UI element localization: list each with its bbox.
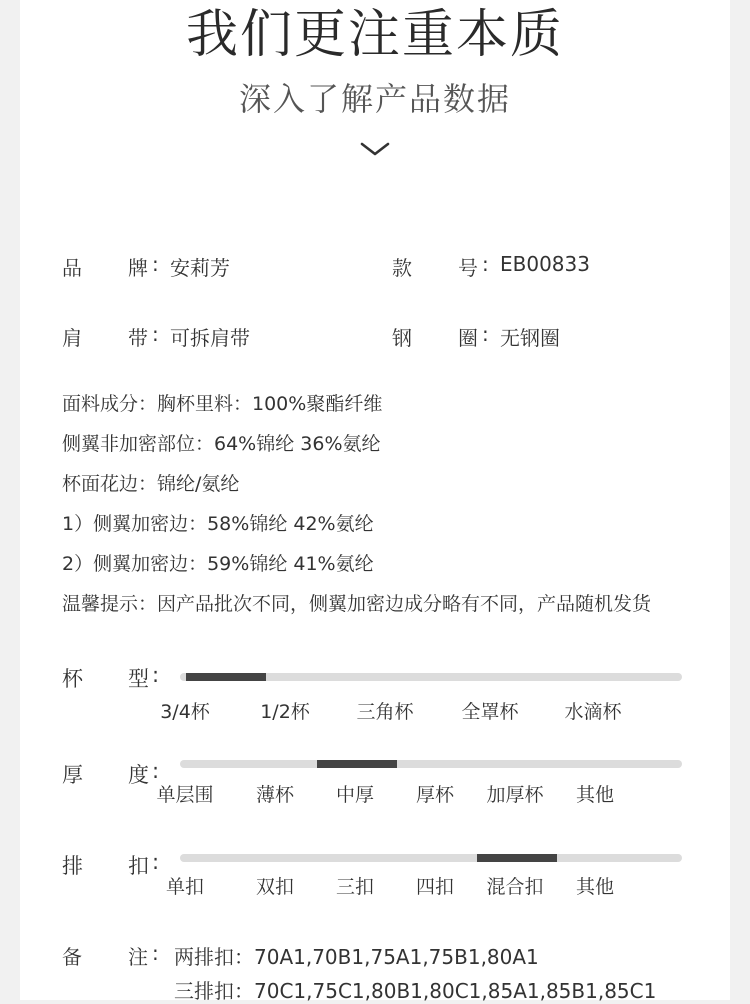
scale-option: 薄杯 [255, 784, 294, 806]
spec-label-b: 牌 [128, 256, 148, 280]
spec-label-a: 钢 [392, 326, 412, 350]
scale-colon: : [152, 663, 160, 687]
page-title: 我们更注重本质 [185, 5, 564, 65]
notes-line: 三排扣：70C1,75C1,80B1,80C1,85A1,85B1,85C1 [174, 979, 657, 1003]
scale-option: 三扣 [335, 876, 374, 898]
spec-value: 无钢圈 [500, 326, 560, 350]
scale-option: 水滴杯 [564, 701, 622, 723]
description-line: 杯面花边：锦纶/氨纶 [62, 473, 240, 495]
product-data-section [20, 0, 730, 1003]
scale-label-a: 排 [62, 854, 83, 878]
scale-option: 1/2杯 [260, 701, 310, 723]
spec-label-a: 款 [392, 256, 412, 280]
spec-value: 可拆肩带 [170, 326, 250, 350]
spec-colon: : [482, 252, 489, 276]
scale-option: 全罩杯 [461, 701, 519, 723]
description-line: 1）侧翼加密边：58%锦纶 42%氨纶 [62, 513, 374, 535]
scale-selected-indicator [317, 760, 397, 768]
attribute-scale [62, 663, 702, 723]
scale-colon: : [152, 759, 160, 783]
scale-label-b: 度 [128, 763, 149, 787]
scale-track [180, 673, 682, 681]
scale-option: 混合扣 [486, 876, 544, 898]
spec-label-a: 肩 [62, 326, 82, 350]
spec-label-b: 号 [458, 256, 478, 280]
scale-selected-indicator [477, 854, 557, 862]
scale-option: 三角杯 [356, 701, 414, 723]
scale-option: 双扣 [255, 876, 294, 898]
spec-value: EB00833 [500, 252, 590, 276]
scale-label-a: 杯 [62, 667, 83, 691]
notes-label-a: 备 [62, 945, 82, 969]
scale-option: 单扣 [165, 876, 204, 898]
spec-colon: : [152, 322, 159, 346]
description-line: 温馨提示：因产品批次不同，侧翼加密边成分略有不同，产品随机发货 [62, 593, 652, 615]
scale-track [180, 854, 682, 862]
spec-value: 安莉芳 [170, 256, 230, 280]
scale-colon: : [152, 850, 160, 874]
description-line: 侧翼非加密部位：64%锦纶 36%氨纶 [62, 433, 381, 455]
scale-option: 3/4杯 [160, 701, 210, 723]
scale-track [180, 760, 682, 768]
notes-label-b: 注 [128, 945, 148, 969]
scale-label-a: 厚 [62, 763, 83, 787]
chevron-down-icon[interactable] [360, 141, 390, 157]
description-line: 2）侧翼加密边：59%锦纶 41%氨纶 [62, 553, 374, 575]
scale-selected-indicator [186, 673, 266, 681]
scale-option: 中厚 [335, 784, 374, 806]
spec-label-a: 品 [62, 256, 82, 280]
spec-label-b: 带 [128, 326, 148, 350]
scale-option: 四扣 [415, 876, 454, 898]
page-subtitle: 深入了解产品数据 [238, 80, 511, 118]
spec-label-b: 圈 [458, 326, 478, 350]
spec-colon: : [482, 322, 489, 346]
scale-option: 加厚杯 [486, 784, 544, 806]
notes-line: 两排扣：70A1,70B1,75A1,75B1,80A1 [174, 945, 539, 969]
scale-label-b: 扣 [128, 854, 149, 878]
scale-option: 单层围 [156, 784, 214, 806]
attribute-scale [62, 759, 702, 819]
scale-option: 其他 [575, 876, 614, 898]
scale-option: 厚杯 [415, 784, 454, 806]
description-line: 面料成分：胸杯里料：100%聚酯纤维 [62, 393, 383, 415]
notes-colon: : [152, 941, 159, 965]
scale-label-b: 型 [128, 667, 149, 691]
spec-colon: : [152, 252, 159, 276]
attribute-scale [62, 850, 702, 910]
scale-option: 其他 [575, 784, 614, 806]
